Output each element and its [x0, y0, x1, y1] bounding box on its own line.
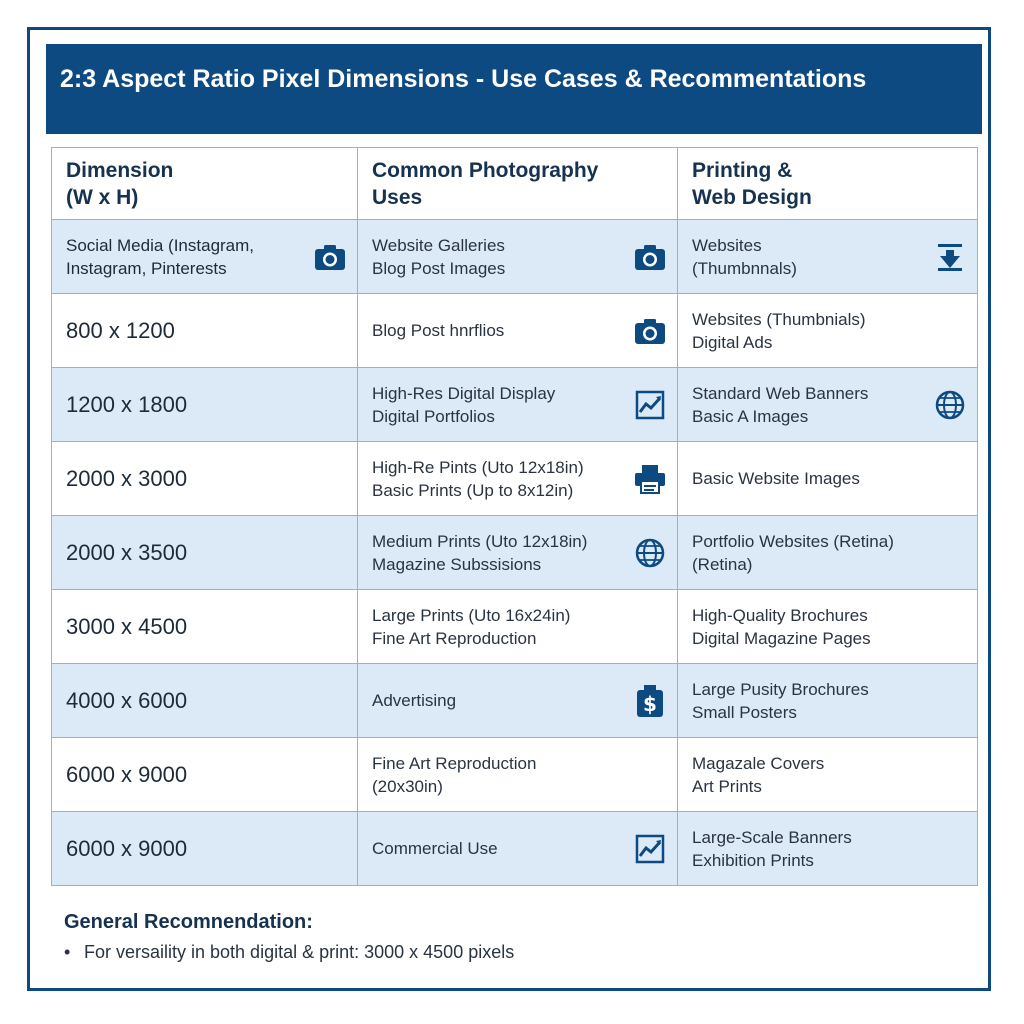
cell-photography — [358, 294, 678, 368]
cell-dimension-text: 4000 x 6000 — [66, 688, 188, 713]
cell-web — [678, 516, 978, 590]
table-row — [52, 516, 978, 590]
cell-web — [678, 368, 978, 442]
cell-dimension-text: 800 x 1200 — [66, 318, 175, 343]
table-row — [52, 664, 978, 738]
cell-web — [678, 590, 978, 664]
globe-icon — [633, 536, 667, 570]
cell-web-text: Basic Website Images — [692, 469, 860, 488]
cell-web-text: Websites (Thumbnials) Digital Ads — [692, 309, 866, 352]
cell-photography-text: Advertising — [372, 691, 457, 710]
camera-icon — [313, 240, 347, 274]
footer-bullet-text: For versaility in both digital & print: 3000 x 4500 pixels — [84, 942, 515, 962]
cell-dimension-text: 6000 x 9000 — [66, 762, 188, 787]
printer-icon — [633, 462, 667, 496]
cell-dimension — [52, 442, 358, 516]
cell-dimension-text: Social Media (Instagram, Instagram, Pinterests — [66, 235, 255, 278]
cell-dimension-text: 2000 x 3000 — [66, 466, 188, 491]
cell-photography-text: Website Galleries Blog Post Images — [372, 235, 506, 278]
table-row — [52, 368, 978, 442]
cell-dimension — [52, 590, 358, 664]
cell-dimension — [52, 220, 358, 294]
cell-dimension-text: 3000 x 4500 — [66, 614, 188, 639]
camera-icon — [633, 240, 667, 274]
cell-photography-text: High-Res Digital Display Digital Portfolios — [372, 383, 556, 426]
cell-photography — [358, 812, 678, 886]
svg-text:$: $ — [643, 691, 657, 716]
dimensions-table — [51, 147, 978, 886]
header-dimension: Dimension (W x H) — [52, 148, 358, 220]
header-photography: Common Photography Uses — [358, 148, 678, 220]
cell-dimension — [52, 664, 358, 738]
cell-photography — [358, 738, 678, 812]
cell-web-text: Standard Web Banners Basic A Images — [692, 383, 869, 426]
table-row — [52, 442, 978, 516]
cell-web — [678, 664, 978, 738]
cell-photography — [358, 516, 678, 590]
cell-photography-text: Large Prints (Uto 16x24in) Fine Art Reproduction — [372, 605, 571, 648]
cell-photography — [358, 442, 678, 516]
cell-photography-text: Fine Art Reproduction (20x30in) — [372, 753, 537, 796]
cell-web — [678, 442, 978, 516]
table-row — [52, 590, 978, 664]
table-row — [52, 812, 978, 886]
cell-dimension — [52, 516, 358, 590]
dollar-bag-icon — [633, 684, 667, 718]
cell-web — [678, 738, 978, 812]
cell-web-text: Large-Scale Banners Exhibition Prints — [692, 827, 852, 870]
footer-title: General Recomnendation: — [64, 911, 313, 933]
page-frame — [27, 27, 991, 991]
cell-photography-text: High-Re Pints (Uto 12x18in) Basic Prints (Up to 8x12in) — [372, 457, 584, 500]
cell-web-text: Magazale Covers Art Prints — [692, 753, 825, 796]
cell-photography — [358, 664, 678, 738]
cell-dimension — [52, 812, 358, 886]
cell-web — [678, 812, 978, 886]
cell-dimension — [52, 738, 358, 812]
cell-dimension-text: 1200 x 1800 — [66, 392, 188, 417]
header-web: Printing & Web Design — [678, 148, 978, 220]
download-icon — [933, 240, 967, 274]
cell-web-text: Large Pusity Brochures Small Posters — [692, 679, 869, 722]
globe-icon — [933, 388, 967, 422]
cell-photography-text: Blog Post hnrflios — [372, 321, 505, 340]
page-title: 2:3 Aspect Ratio Pixel Dimensions - Use Cases & Recommentations — [46, 44, 982, 134]
footer-bullet — [64, 942, 514, 963]
table-row — [52, 220, 978, 294]
cell-web-text: Portfolio Websites (Retina) (Retina) — [692, 531, 894, 574]
cell-dimension-text: 2000 x 3500 — [66, 540, 188, 565]
bullet-dot: • — [64, 942, 71, 962]
cell-photography-text: Commercial Use — [372, 839, 498, 858]
cell-dimension-text: 6000 x 9000 — [66, 836, 188, 861]
cell-photography — [358, 220, 678, 294]
table-header-row — [52, 148, 978, 220]
camera-icon — [633, 314, 667, 348]
cell-photography — [358, 368, 678, 442]
cell-web-text: Websites (Thumbnnals) — [692, 235, 797, 278]
chart-icon — [633, 832, 667, 866]
cell-dimension — [52, 294, 358, 368]
table-row — [52, 294, 978, 368]
cell-web — [678, 294, 978, 368]
cell-photography-text: Medium Prints (Uto 12x18in) Magazine Subssisions — [372, 531, 588, 574]
table-row — [52, 738, 978, 812]
cell-web — [678, 220, 978, 294]
cell-web-text: High-Quality Brochures Digital Magazine Pages — [692, 605, 871, 648]
cell-dimension — [52, 368, 358, 442]
chart-icon — [633, 388, 667, 422]
cell-photography — [358, 590, 678, 664]
